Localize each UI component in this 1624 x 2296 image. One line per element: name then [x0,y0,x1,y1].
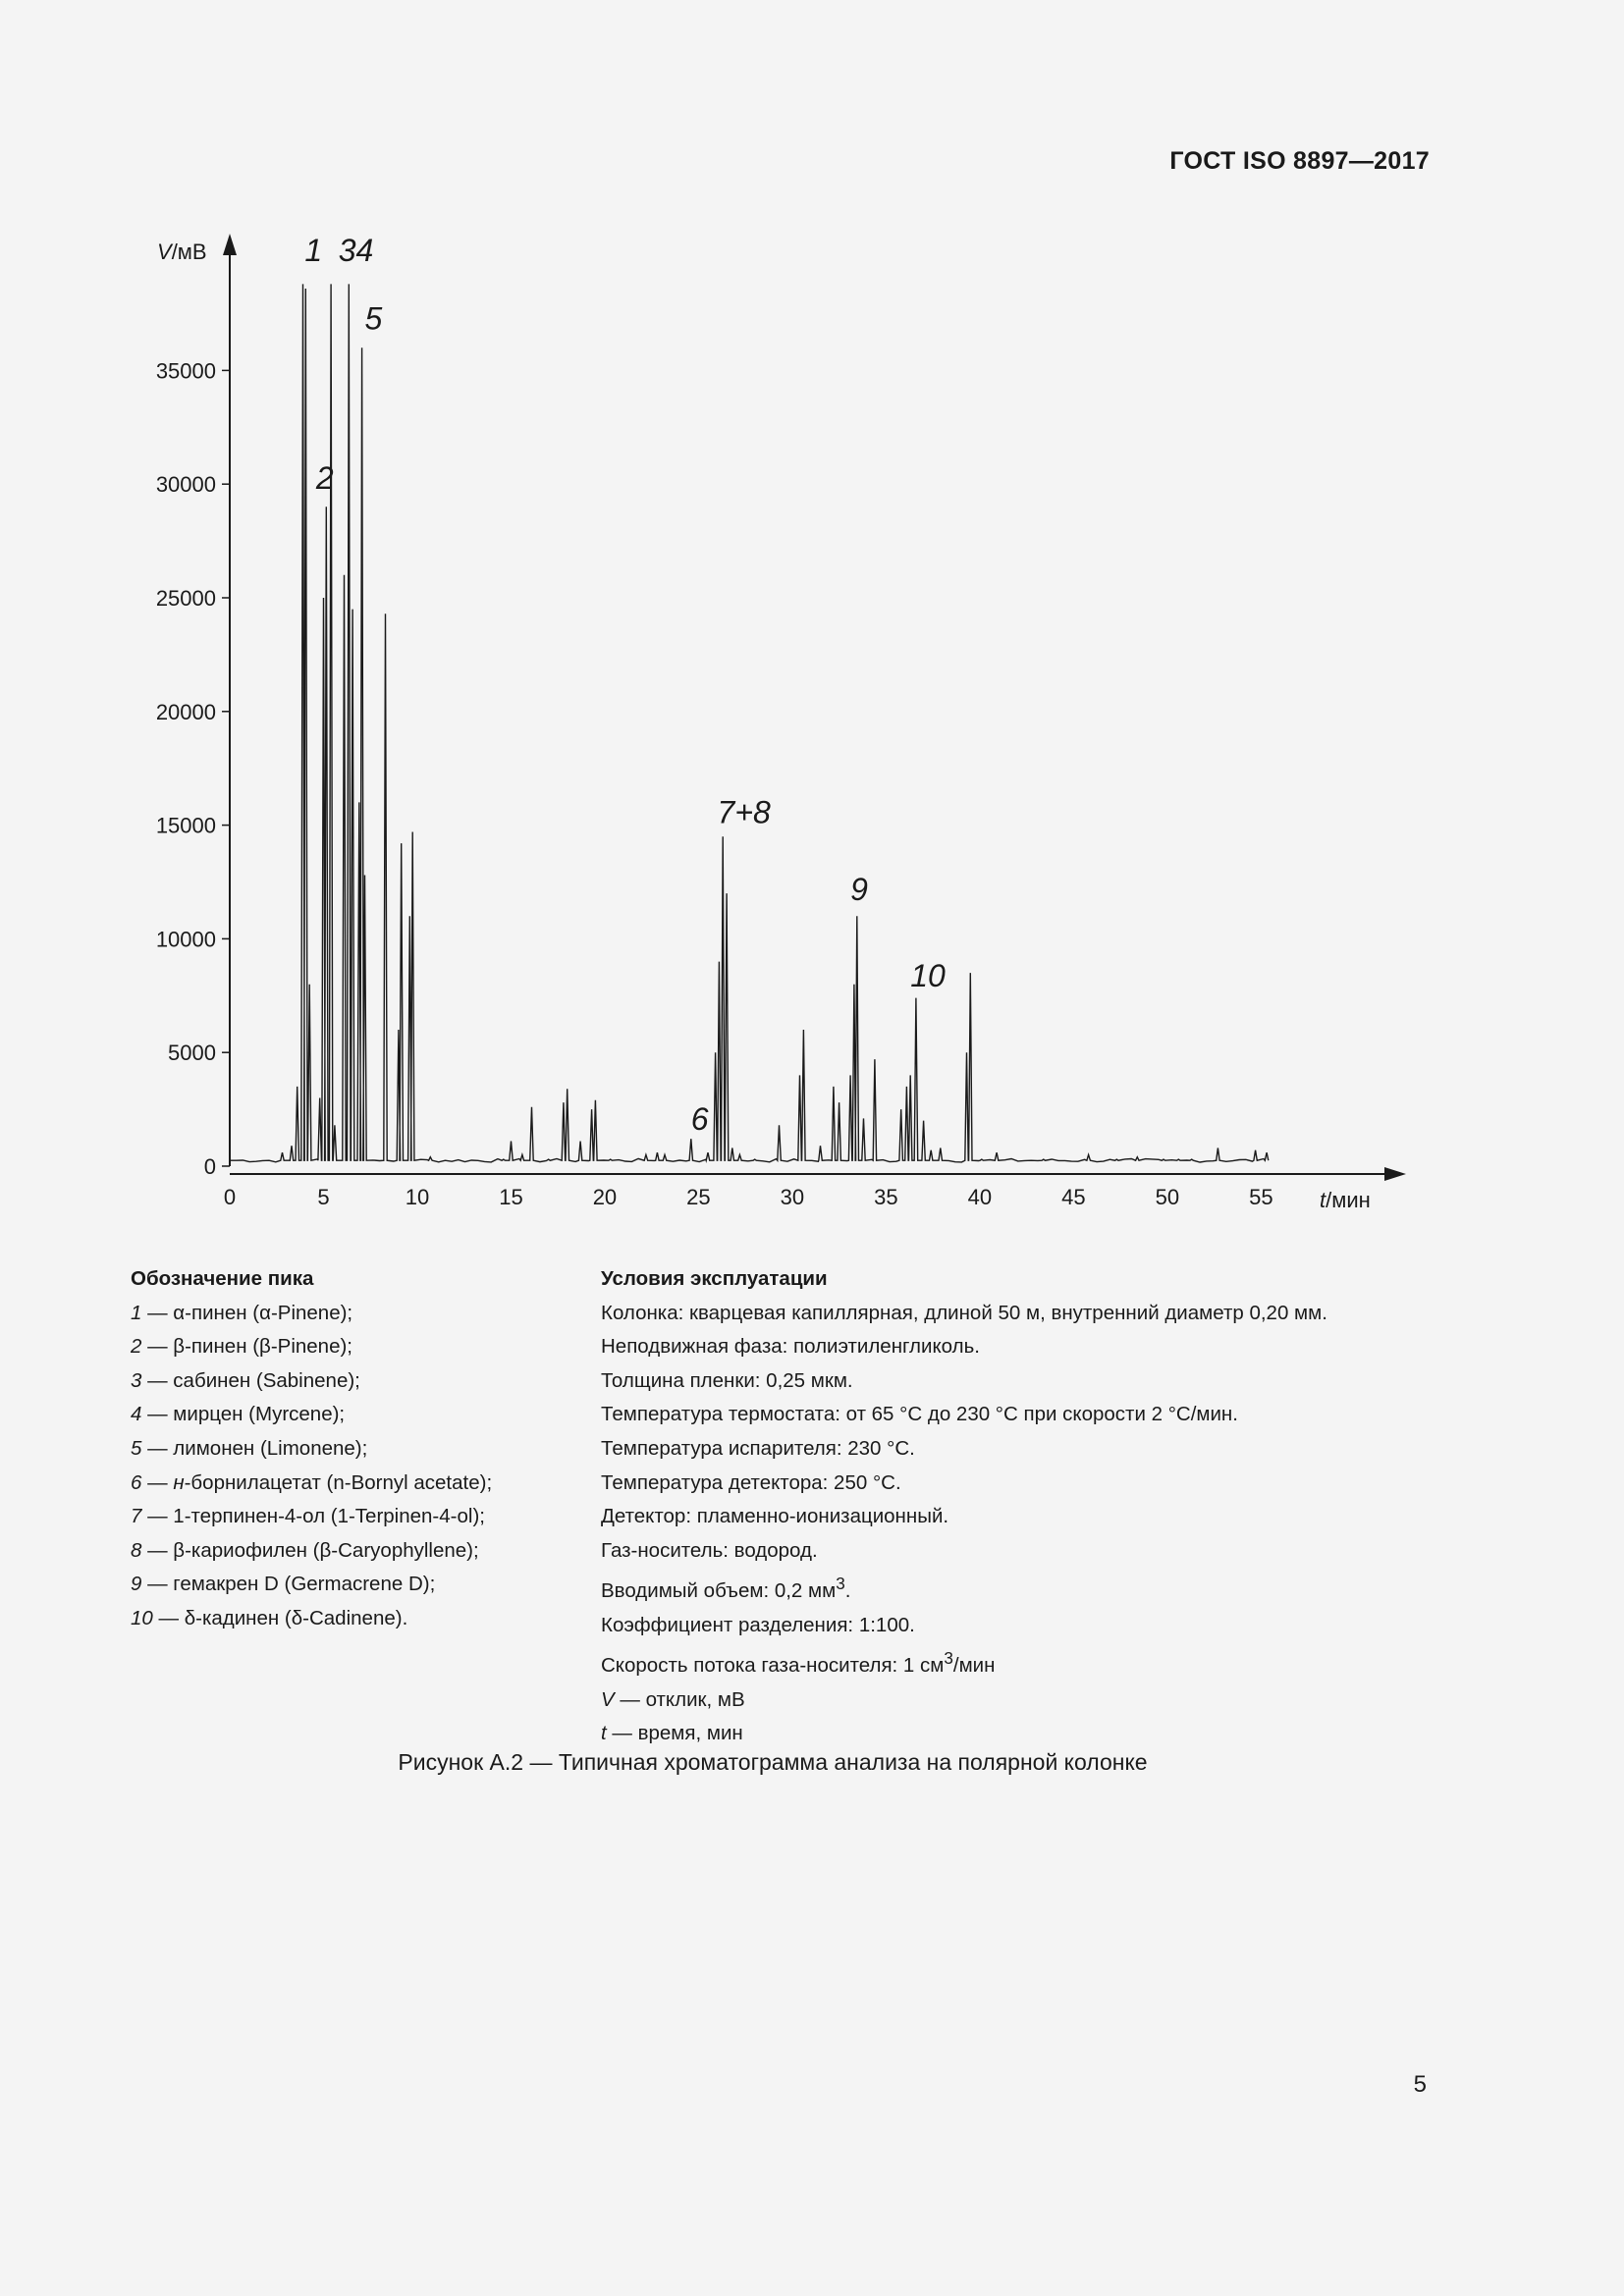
legend-item: 9 — гемакрен D (Germacrene D); [131,1573,436,1596]
x-tick-label: 55 [1249,1185,1273,1209]
legend-item: 8 — β-кариофилен (β-Caryophyllene); [131,1538,479,1562]
legend-item: 5 — лимонен (Limonene); [131,1436,368,1460]
x-tick-label: 25 [686,1185,711,1209]
peak-label: 7+8 [717,794,771,830]
page-number: 5 [1413,2071,1427,2098]
peak-legend [131,1262,592,1636]
peak-label: 9 [850,872,868,908]
y-tick-label: 15000 [155,813,216,838]
x-tick-label: 50 [1155,1185,1180,1209]
x-tick-label: 0 [223,1185,237,1209]
condition-line: Неподвижная фаза: полиэтиленгликоль. [601,1335,980,1359]
x-tick-label: 5 [317,1185,330,1209]
y-tick-label: 0 [203,1154,216,1179]
legend-item: 3 — сабинен (Sabinene); [131,1368,360,1392]
x-axis-arrow [1384,1167,1406,1181]
x-tick-label: 35 [874,1185,898,1209]
y-tick-label: 30000 [155,472,216,498]
condition-line: Толщина пленки: 0,25 мкм. [601,1368,853,1392]
condition-line: Температура испарителя: 230 °С. [601,1436,915,1460]
legend-item: 4 — мирцен (Myrcene); [131,1403,346,1426]
peak-label: 34 [338,233,374,269]
x-ticks [224,1185,1273,1209]
peak-label: 6 [690,1100,709,1137]
conditions-heading: Условия эксплуатации [601,1267,828,1290]
peak-legend-heading: Обозначение пика [131,1267,314,1290]
figure-caption: Рисунок А.2 — Типичная хроматограмма анализа на полярной колонке [398,1749,1148,1775]
x-tick-label: 40 [967,1185,993,1209]
injection-volume-line: Вводимый объем: 0,2 $мм^3$. [601,1575,851,1603]
legend-item: 10 — δ-кадинен (δ-Cadinene). [131,1606,408,1629]
legend-item: 1 — α-пинен (α-Pinene); [131,1301,353,1324]
y-ticks [156,358,230,1179]
v-definition-line: V — отклик, мВ [601,1687,745,1711]
operating-conditions [601,1262,1465,1751]
y-axis-label: V/мВ [157,240,207,264]
carrier-flow-line: Скорость потока газа-носителя: 1 $см^3$/мин [601,1649,996,1678]
chromatogram-trace [230,284,1269,1162]
peak-label: 10 [910,958,946,994]
t-definition-line: t — время, мин [601,1722,743,1745]
condition-line: Колонка: кварцевая капиллярная, длиной 50 м, внутренний диаметр 0,20 мм. [601,1301,1327,1324]
condition-line: Детектор: пламенно-ионизационный. [601,1505,949,1528]
x-axis-label: t/мин [1320,1188,1371,1212]
x-tick-label: 30 [780,1185,805,1209]
condition-line: Температура термостата: от 65 °С до 230 °С при скорости 2 °С/мин. [601,1403,1238,1426]
y-axis-arrow [223,234,237,255]
split-ratio-line: Коэффициент разделения: 1:100. [601,1613,915,1636]
y-tick-label: 35000 [155,358,216,384]
condition-line: Газ-носитель: водород. [601,1538,818,1562]
peak-label: 1 [304,233,323,269]
x-tick-label: 15 [499,1185,523,1209]
peak-label: 2 [315,459,334,496]
y-tick-label: 10000 [155,927,216,952]
legend-item: 7 — 1-терпинен-4-ол (1-Terpinen-4-ol); [131,1505,485,1528]
chromatogram-chart [128,226,1434,1227]
y-tick-label: 5000 [168,1041,216,1066]
peak-label: 5 [364,300,383,337]
x-tick-label: 45 [1061,1185,1086,1209]
x-tick-label: 20 [592,1185,618,1209]
legend-item: 2 — β-пинен (β-Pinene); [131,1335,353,1359]
document-code: ГОСТ ISO 8897—2017 [1169,147,1430,175]
legend-item: 6 — н-борнилацетат (n-Bornyl acetate); [131,1470,493,1494]
y-tick-label: 20000 [155,699,216,724]
condition-line: Температура детектора: 250 °С. [601,1470,901,1494]
y-tick-label: 25000 [155,585,216,611]
x-tick-label: 10 [405,1185,430,1209]
